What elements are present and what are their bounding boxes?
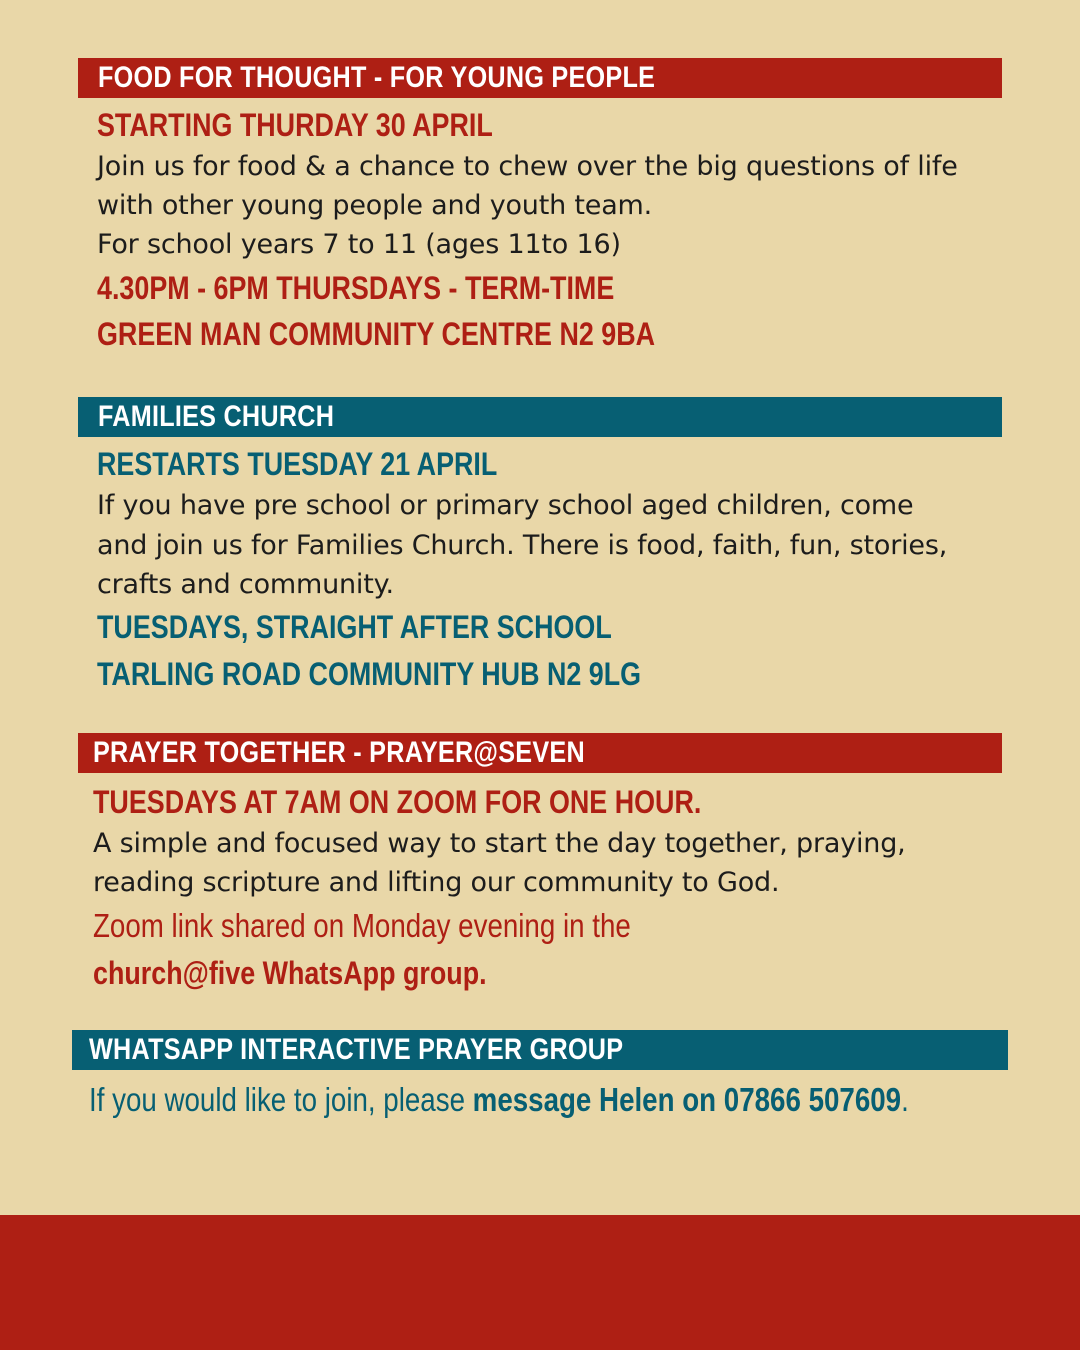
prayer-description-line-1: A simple and focused way to start the day together, praying, bbox=[93, 828, 906, 859]
food-description-line-2: with other young people and youth team. bbox=[97, 190, 653, 221]
whatsapp-join-text bbox=[89, 1080, 909, 1120]
food-for-thought-title: FOOD FOR THOUGHT - FOR YOUNG PEOPLE bbox=[98, 61, 656, 94]
food-start-date: STARTING THURDAY 30 APRIL bbox=[97, 107, 493, 143]
whatsapp-join-suffix: . bbox=[901, 1081, 909, 1118]
whatsapp-contact: message Helen on 07866 507609 bbox=[472, 1081, 902, 1118]
footer-band bbox=[0, 1215, 1080, 1350]
food-location: GREEN MAN COMMUNITY CENTRE N2 9BA bbox=[97, 316, 656, 352]
food-time: 4.30PM - 6PM THURSDAYS - TERM-TIME bbox=[97, 270, 615, 306]
prayer-zoom-note: Zoom link shared on Monday evening in the bbox=[93, 907, 631, 944]
families-description-line-3: crafts and community. bbox=[97, 569, 394, 600]
prayer-schedule: TUESDAYS AT 7AM ON ZOOM FOR ONE HOUR. bbox=[93, 784, 702, 820]
prayer-together-title: PRAYER TOGETHER - PRAYER@SEVEN bbox=[93, 736, 585, 769]
families-restart-date: RESTARTS TUESDAY 21 APRIL bbox=[97, 446, 498, 482]
families-church-header bbox=[78, 397, 1002, 437]
food-description-line-3: For school years 7 to 11 (ages 11to 16) bbox=[97, 229, 621, 260]
whatsapp-join-prefix: If you would like to join, please bbox=[89, 1081, 473, 1118]
prayer-together-header bbox=[78, 733, 1002, 773]
whatsapp-prayer-title: WHATSAPP INTERACTIVE PRAYER GROUP bbox=[89, 1033, 624, 1066]
food-for-thought-header bbox=[78, 58, 1002, 98]
food-description-line-1: Join us for food & a chance to chew over the big questions of life bbox=[97, 151, 958, 182]
families-time: TUESDAYS, STRAIGHT AFTER SCHOOL bbox=[97, 609, 612, 645]
families-description-line-1: If you have pre school or primary school aged children, come bbox=[97, 490, 914, 521]
families-church-title: FAMILIES CHURCH bbox=[98, 400, 335, 433]
prayer-whatsapp-group: church@five WhatsApp group. bbox=[93, 955, 487, 991]
prayer-description-line-2: reading scripture and lifting our community to God. bbox=[93, 867, 780, 898]
families-description-line-2: and join us for Families Church. There is food, faith, fun, stories, bbox=[97, 530, 948, 561]
families-location: TARLING ROAD COMMUNITY HUB N2 9LG bbox=[97, 656, 642, 692]
whatsapp-prayer-header bbox=[72, 1030, 1008, 1070]
